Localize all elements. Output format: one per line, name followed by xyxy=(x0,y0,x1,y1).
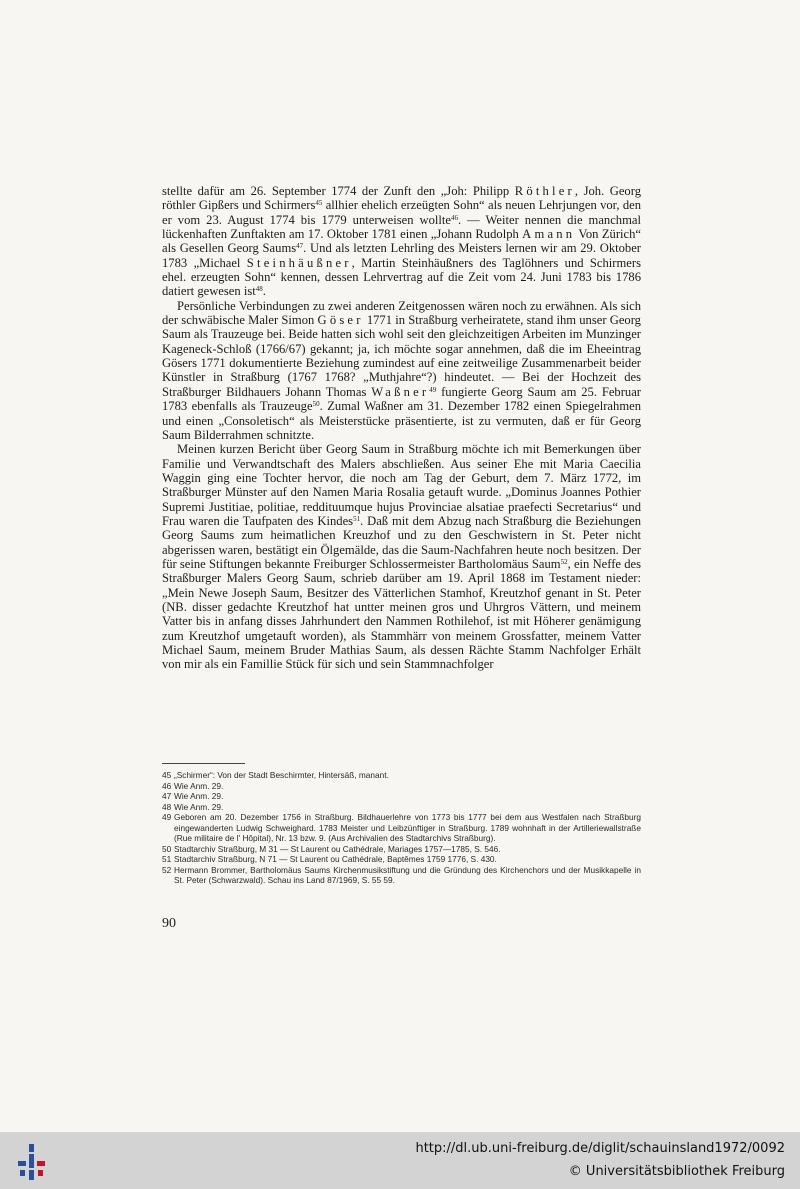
footnote xyxy=(162,854,641,865)
footnote-text: Geboren am 20. Dezember 1756 in Straßburg. Bildhauerlehre von 1773 bis 1777 bei dem aus Westfalen nach Straßburg eingewanderten Ludwig Schweighard. 1783 Meister und Leibzünftiger in Straßburg. 1789 wohnhaft in der Artilleriewallstraße (Rue militaire de l' Hôpital), Nr. 13 bzw. 9. (Aus Archivalien des Stadtarchivs Straßburg). xyxy=(174,812,641,843)
footnote-number: 46 xyxy=(162,780,172,791)
text-run: . — Weiter nennen die manchmal lückenhaften Zunftakten am 17. Oktober 1781 einen „Johann Rudolph xyxy=(162,212,641,242)
text-run: , Martin Steinhäußners des Taglöhners und Schirmers ehel. erzeugten Sohn“ kennen, dessen Lehrvertrag auf die Zeit vom 24. Juni 1783 bis 1786 datiert gewesen ist xyxy=(162,255,641,299)
footnote-ref: 45 xyxy=(315,199,323,208)
letterspaced-name: Röthler xyxy=(514,184,575,198)
letterspaced-name: Steinhäußner xyxy=(246,255,352,270)
viewer-footer-bar xyxy=(0,1132,800,1189)
paragraph xyxy=(162,442,641,672)
letterspaced-name: Waßner xyxy=(371,384,430,399)
text-run: fungierte Georg Saum am 25. Februar 1783 ebenfalls als Trauzeuge xyxy=(162,384,642,414)
text-run: Meinen kurzen Bericht über Georg Saum in Straßburg möchte ich mit Bemerkungen über Familie und Verwandtschaft des Malers abschließen. Aus seiner Ehe mit Maria Caecilia Waggin ging eine Tochter hervor, die noch am Tag der Geburt, dem 7. März 1772, im Straßburger Münster auf den Namen Maria Rosalia getauft wurde. „Dominus Joannes Pothier Supremi Justitiae, politiae, reddituumque hujus Provinciae alsatiae praefecti Secretarius“ und Frau waren die Taufpaten des Kindes xyxy=(162,442,641,528)
footnote-number: 48 xyxy=(162,801,172,812)
footnote-number: 49 xyxy=(162,812,172,822)
footnote-text: „Schirmer“: Von der Stadt Beschirmter, Hintersäß, manant. xyxy=(174,770,389,780)
paragraph xyxy=(162,184,641,299)
copyright-notice: © Universitätsbibliothek Freiburg xyxy=(568,1164,785,1179)
footnote xyxy=(162,791,641,802)
page-number: 90 xyxy=(162,916,176,931)
text-run: , ein Neffe des Straßburger Malers Georg Saum, schrieb darüber am 19. April 1868 im Testament nieder: „Mein Newe Joseph Saum, Besitzer des Vätterlichen Stamhof, Kreutzhof genant in St. Peter (NB. disser gedachte Kreutzhof hat untter meinen gros und Uhrgros Vättern, und meinem Vatter bis in anfang disses Jahrhundert den Nammen Rothilehof, ist mit Höherer genämigung zum Kreutzhof umgetauft worden), als Stammhärr von meinem Grossfatter, meinem Vatter Michael Saum, meinem Bruder Mathias Saum, als dessen Rächte Stamm Nachfolger Erhält von mir als ein Famillie Stück für sich und sein Stammnachfolger xyxy=(162,556,642,672)
text-run: Persönliche Verbindungen zu zwei anderen Zeitgenossen wären noch zu erwähnen. Als sich der schwäbische Maler Simon xyxy=(162,298,641,328)
footnote xyxy=(162,770,641,781)
document-url-link[interactable]: http://dl.ub.uni-freiburg.de/diglit/schauinsland1972/0092 xyxy=(415,1141,785,1156)
footnote-number: 52 xyxy=(162,864,172,875)
text-run: Von Zürich“ als Gesellen Georg Saums xyxy=(162,227,641,256)
footnote-number: 45 xyxy=(162,770,172,780)
footnote xyxy=(162,781,641,792)
footnote-number: 51 xyxy=(162,854,172,864)
footnote-ref: 52 xyxy=(560,557,568,566)
footnote-ref: 47 xyxy=(296,242,304,251)
letterspaced-name: Amann xyxy=(522,227,576,242)
text-run: stellte dafür am 26. September 1774 der Zunft den „Joh: Philipp xyxy=(162,184,515,198)
text-run: , Joh. Georg röthler Gipßers und Schirmers xyxy=(162,184,641,213)
text-run: . xyxy=(262,284,266,299)
footnote-ref: 50 xyxy=(312,400,320,409)
footnote-ref: 46 xyxy=(451,213,459,222)
body-text xyxy=(162,184,641,672)
text-run: . Zumal Waßner am 31. Dezember 1782 einen Spiegelrahmen und einen „Consoletisch“ als Meisterstücke präsentierte, ist zu vermuten, daß er für Georg Saum Bilderrahmen schnitzte. xyxy=(162,399,641,442)
letterspaced-name: Göser xyxy=(317,313,364,328)
footnote-text: Stadtarchiv Straßburg, N 71 — St Laurent ou Cathédrale, Baptêmes 1759 1776, S. 430. xyxy=(174,854,497,864)
footnotes xyxy=(162,770,641,886)
paragraph xyxy=(162,299,641,442)
footnote-number: 47 xyxy=(162,791,172,801)
footnote-ref: 48 xyxy=(255,285,263,294)
footnote xyxy=(162,802,641,813)
footnote-ref: 51 xyxy=(353,514,361,523)
footnote xyxy=(162,812,641,844)
text-run: allhier ehelich erzeügten Sohn“ als neuen Lehrjungen vor, den er vom 23. August 1774 bis 1779 unterweisen wollte xyxy=(162,198,642,227)
footnote xyxy=(162,865,641,886)
footnote-divider xyxy=(162,763,245,764)
footnote-text: Wie Anm. 29. xyxy=(174,801,224,812)
footnote xyxy=(162,844,641,855)
footnote-text: Wie Anm. 29. xyxy=(174,780,224,791)
footnote-ref: 49 xyxy=(429,385,437,394)
footnote-text: Hermann Brommer, Bartholomäus Saums Kirchenmusikstiftung und die Gründung des Kirchenchors und der Musikkapelle in St. Peter (Schwarzwald). Schau ins Land 87/1969, S. 55 59. xyxy=(174,864,641,885)
ub-freiburg-logo-icon xyxy=(12,1142,52,1182)
footnote-text: Wie Anm. 29. xyxy=(174,791,224,801)
footnote-number: 50 xyxy=(162,843,172,854)
text-run: 1771 in Straßburg verheiratete, stand ihm unser Georg Saum als Trauzeuge bei. Beide hatten sich wohl seit den gleichzeitigen Arbeiten im Munzinger Kageneck-Schloß (1766/67) gekannt; ja, ich möchte sogar annehmen, daß die im Eheeintrag Gösers 1771 dokumentierte Beziehung zumindest auf eine zeitweilige Zusammenarbeit beider Künstler in Straßburg (1767 1768? „Muthjahre“?) hindeutet. — Bei der Hochzeit des Straßburger Bildhauers Johann Thomas xyxy=(162,313,641,399)
footnote-text: Stadtarchiv Straßburg, M 31 — St Laurent ou Cathédrale, Mariages 1757—1785, S. 546. xyxy=(174,843,501,854)
text-run: . Daß mit dem Abzug nach Straßburg die Beziehungen Georg Saums zum heimatlichen Kreuzhof und zu den Geschwistern in St. Peter nicht abgerissen waren, bestätigt ein Ölgemälde, das die Saum-Nachfahren heute noch besitzen. Der für seine Stiftungen bekannte Freiburger Schlossermeister Bartholomäus Saum xyxy=(162,513,641,571)
text-run: . Und als letzten Lehrling des Meisters lernen wir am 29. Oktober 1783 „Michael xyxy=(162,241,642,270)
